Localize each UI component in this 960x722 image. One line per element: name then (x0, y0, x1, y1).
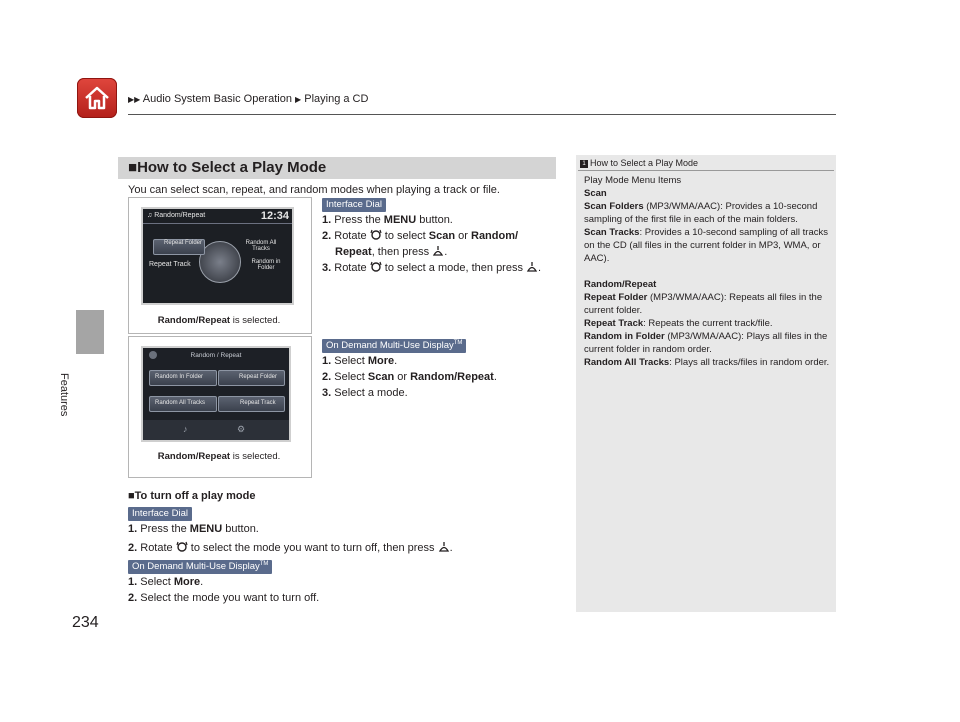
figure-caption: Random/Repeat is selected. (157, 315, 281, 326)
breadcrumb-link-audio[interactable]: Audio System Basic Operation (142, 93, 292, 105)
step-2: 2. Select Scan or Random/Repeat. (322, 371, 497, 383)
breadcrumb-current[interactable]: Playing a CD (304, 93, 369, 105)
tag-interface-dial: Interface Dial (128, 507, 192, 521)
tag-od-display: On Demand Multi-Use Display™ (128, 560, 272, 574)
back-icon (149, 351, 157, 359)
rotate-dial-icon (176, 541, 188, 553)
home-icon (83, 84, 111, 112)
intro-text: You can select scan, repeat, and random modes when playing a track or file. (128, 184, 500, 196)
rotate-dial-icon (370, 261, 382, 273)
settings-icon: ⚙ (237, 424, 246, 434)
dial-graphic (199, 241, 241, 283)
header-rule (128, 114, 836, 115)
turnoff-od-step-1: 1. Select More. (128, 576, 204, 588)
sidebar-label: Features (58, 373, 70, 417)
turnoff-od-step-2: 2. Select the mode you want to turn off. (128, 592, 320, 604)
turnoff-step-1: 1. Press the MENU button. (128, 523, 259, 535)
step-1: 1. Select More. (322, 355, 398, 367)
tag-od-display: On Demand Multi-Use Display™ (322, 339, 466, 353)
press-dial-icon (438, 541, 450, 553)
step-3: 3. Rotate to select a mode, then press . (322, 262, 542, 274)
note-title: 1 How to Select a Play Mode (580, 158, 698, 168)
step-2: 2. Rotate to select Scan or Random/ (322, 230, 519, 242)
turnoff-step-2: 2. Rotate to select the mode you want to turn off, then press . (128, 542, 453, 554)
figure-caption: Random/Repeat is selected. (157, 451, 281, 462)
step-1: 1. Press the MENU button. (322, 214, 453, 226)
breadcrumb-arrow-icon: ▶▶ (128, 95, 141, 104)
page-number: 234 (72, 614, 99, 631)
step-2-cont: Repeat, then press . (335, 246, 448, 258)
sound-icon: ♪ (183, 424, 188, 434)
press-dial-icon (432, 245, 444, 257)
step-3: 3. Select a mode. (322, 387, 408, 399)
note-number-icon: 1 (580, 160, 588, 168)
rotate-dial-icon (370, 229, 382, 241)
subheading-turn-off: ■To turn off a play mode (128, 490, 256, 502)
screen-title: ♫ Random/Repeat (147, 212, 206, 219)
press-dial-icon (526, 261, 538, 273)
note-body: Play Mode Menu Items Scan Scan Folders (MP3/WMA/AAC): Provides a 10-second sampling of the first file in each of the main folders. Scan Tracks: Provides a 10-second sampling of all tracks on the CD (all files in the current folder in MP3, WMA, or AAC). Random/Repeat Repeat Folder (MP3/WMA/AAC): Repeats all files in the current folder. Repeat Track: Repeats the current track/file. Random in Folder (MP3/WMA/AAC): Plays all files in the current folder in random order. Random All Tracks: Plays all tracks/files in random order. (584, 175, 830, 368)
od-display-screen: Random / Repeat Random In Folder Repeat Folder Random All Tracks Repeat Track ♪ ⚙ (141, 346, 291, 442)
note-divider (578, 170, 834, 171)
breadcrumb-arrow-icon: ▶ (295, 95, 302, 104)
audio-screen-random-repeat: ♫ Random/Repeat 12:34 Repeat Folder Random All Tracks Repeat Track Random in Folder (141, 207, 294, 305)
breadcrumb (128, 93, 368, 105)
screen-clock: 12:34 (260, 210, 289, 222)
section-title: ■How to Select a Play Mode (128, 159, 327, 176)
tag-interface-dial: Interface Dial (322, 198, 386, 212)
sidebar-tab[interactable] (76, 310, 104, 354)
home-button[interactable] (77, 78, 117, 118)
